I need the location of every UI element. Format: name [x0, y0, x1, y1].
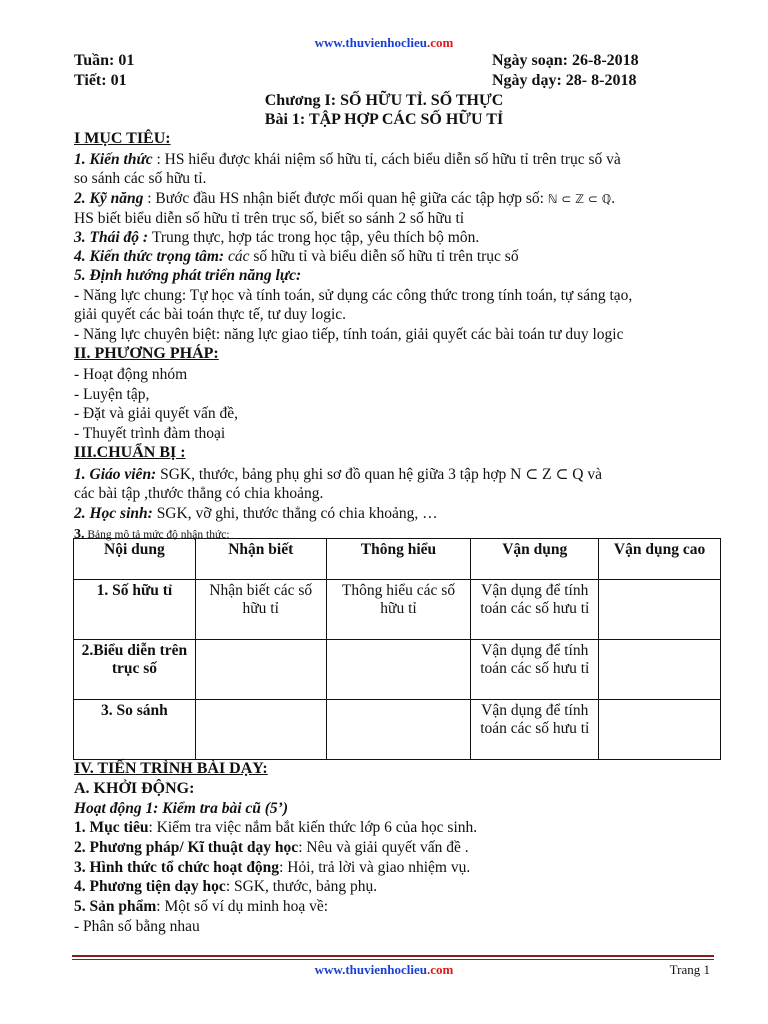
method-item: - Luyện tập,: [74, 386, 150, 403]
table-caption: 3. Bảng mô tả mức độ nhận thức:: [74, 527, 230, 542]
site-watermark-top[interactable]: www.thuvienhoclieu.com: [314, 35, 454, 50]
table-cell: [195, 700, 326, 760]
table-cell: [326, 640, 471, 700]
activity-product-item: - Phân số bằng nhau: [74, 918, 200, 935]
activity-product: 5. Sản phẩm: Một số ví dụ minh hoạ về:: [74, 898, 329, 915]
method-item: - Thuyết trình đàm thoại: [74, 425, 226, 442]
method-item: - Đặt và giải quyết vấn đề,: [74, 405, 238, 422]
activity-method: 2. Phương pháp/ Kĩ thuật dạy học: Nêu và giải quyết vấn đề .: [74, 839, 469, 856]
table-header-row: [74, 539, 721, 580]
chapter-title: Chương I: SỐ HỮU TỈ. SỐ THỰC: [264, 92, 504, 109]
focus-line: 4. Kiến thức trọng tâm: các số hữu tỉ và biểu diễn số hữu tỉ trên trục số: [74, 248, 519, 265]
table-header-cell: Nội dung: [74, 539, 196, 580]
student-line: 2. Học sinh: SGK, vỡ ghi, thước thẳng có chia khoảng, …: [74, 505, 438, 522]
table-cell: [326, 700, 471, 760]
site-watermark-bottom[interactable]: www.thuvienhoclieu.com: [314, 962, 454, 977]
start-heading: A. KHỞI ĐỘNG:: [74, 780, 195, 797]
table-header-cell: Thông hiểu: [326, 539, 471, 580]
number-sets-formula: ℕ ⊂ ℤ ⊂ ℚ: [547, 192, 612, 206]
table-cell: Thông hiểu các số hữu tỉ: [326, 580, 471, 640]
activity-1-title: Hoạt động 1: Kiểm tra bài cũ (5’): [74, 800, 288, 817]
teacher-line: 1. Giáo viên: SGK, thước, bảng phụ ghi sơ đồ quan hệ giữa 3 tập hợp N ⊂ Z ⊂ Q và: [74, 466, 603, 483]
method-item: - Hoạt động nhóm: [74, 366, 188, 383]
section-prep-heading: III.CHUẨN BỊ :: [74, 444, 186, 461]
knowledge-line-2: so sánh các số hữu tỉ.: [74, 170, 207, 187]
table-row: [74, 580, 721, 640]
table-row: [74, 640, 721, 700]
table-row: [74, 700, 721, 760]
competency-general-2: giải quyết các bài toán thực tế, tư duy logic.: [74, 306, 347, 323]
table-cell: [599, 700, 721, 760]
table-cell: Nhận biết các số hữu tỉ: [195, 580, 326, 640]
table-cell: Vận dụng để tính toán các số hưu tỉ: [471, 700, 599, 760]
table-cell: [599, 640, 721, 700]
table-cell: 1. Số hữu tỉ: [74, 580, 196, 640]
section-process-heading: IV. TIẾN TRÌNH BÀI DẠY:: [74, 760, 268, 777]
footer-divider: [72, 955, 714, 957]
competency-heading: 5. Định hướng phát triển năng lực:: [74, 267, 302, 284]
table-header-cell: Vận dụng cao: [599, 539, 721, 580]
teacher-line-2: các bài tập ,thước thẳng có chia khoảng.: [74, 485, 324, 502]
week-label: Tuần: 01: [74, 52, 135, 69]
competency-general: - Năng lực chung: Tự học và tính toán, sử dụng các công thức trong tính toán, tự sáng tạo,: [74, 287, 633, 304]
footer-divider-thin: [72, 959, 714, 960]
table-cell: [195, 640, 326, 700]
activity-organization: 3. Hình thức tổ chức hoạt động: Hỏi, trả lời và giao nhiệm vụ.: [74, 859, 471, 876]
table-cell: Vận dụng để tính toán các số hưu tỉ: [471, 640, 599, 700]
section-method-heading: II. PHƯƠNG PHÁP:: [74, 345, 219, 362]
activity-objective: 1. Mục tiêu: Kiểm tra việc nắm bắt kiến thức lớp 6 của học sinh.: [74, 819, 478, 836]
section-objectives-heading: I MỤC TIÊU:: [74, 130, 171, 147]
skills-line: 2. Kỹ năng : Bước đầu HS nhận biết được mối quan hệ giữa các tập hợp số: ℕ ⊂ ℤ ⊂ ℚ.: [74, 190, 616, 207]
cognitive-level-table: [73, 538, 721, 760]
table-cell: 3. So sánh: [74, 700, 196, 760]
page-number: Trang 1: [669, 962, 710, 977]
prep-date: Ngày soạn: 26-8-2018: [492, 52, 639, 69]
knowledge-line: 1. Kiến thức : HS hiểu được khái niệm số hữu tỉ, cách biểu diễn số hữu tỉ trên trục số và: [74, 151, 621, 168]
table-cell: 2.Biểu diễn trên trục số: [74, 640, 196, 700]
table-header-cell: Nhận biết: [195, 539, 326, 580]
table-cell: Vận dụng để tính toán các số hưu tỉ: [471, 580, 599, 640]
activity-tools: 4. Phương tiện dạy học: SGK, thước, bảng phụ.: [74, 878, 378, 895]
attitude-line: 3. Thái độ : Trung thực, hợp tác trong học tập, yêu thích bộ môn.: [74, 229, 480, 246]
lesson-title: Bài 1: TẬP HỢP CÁC SỐ HỮU TỈ: [264, 111, 504, 128]
teach-date: Ngày dạy: 28- 8-2018: [492, 72, 637, 89]
period-label: Tiết: 01: [74, 72, 127, 89]
skills-line-2: HS biết biểu diễn số hữu tỉ trên trục số, biết so sánh 2 số hữu tỉ: [74, 210, 465, 227]
table-cell: [599, 580, 721, 640]
competency-specific: - Năng lực chuyên biệt: năng lực giao tiếp, tính toán, giải quyết các bài toán tư duy logic: [74, 326, 624, 343]
table-header-cell: Vận dụng: [471, 539, 599, 580]
